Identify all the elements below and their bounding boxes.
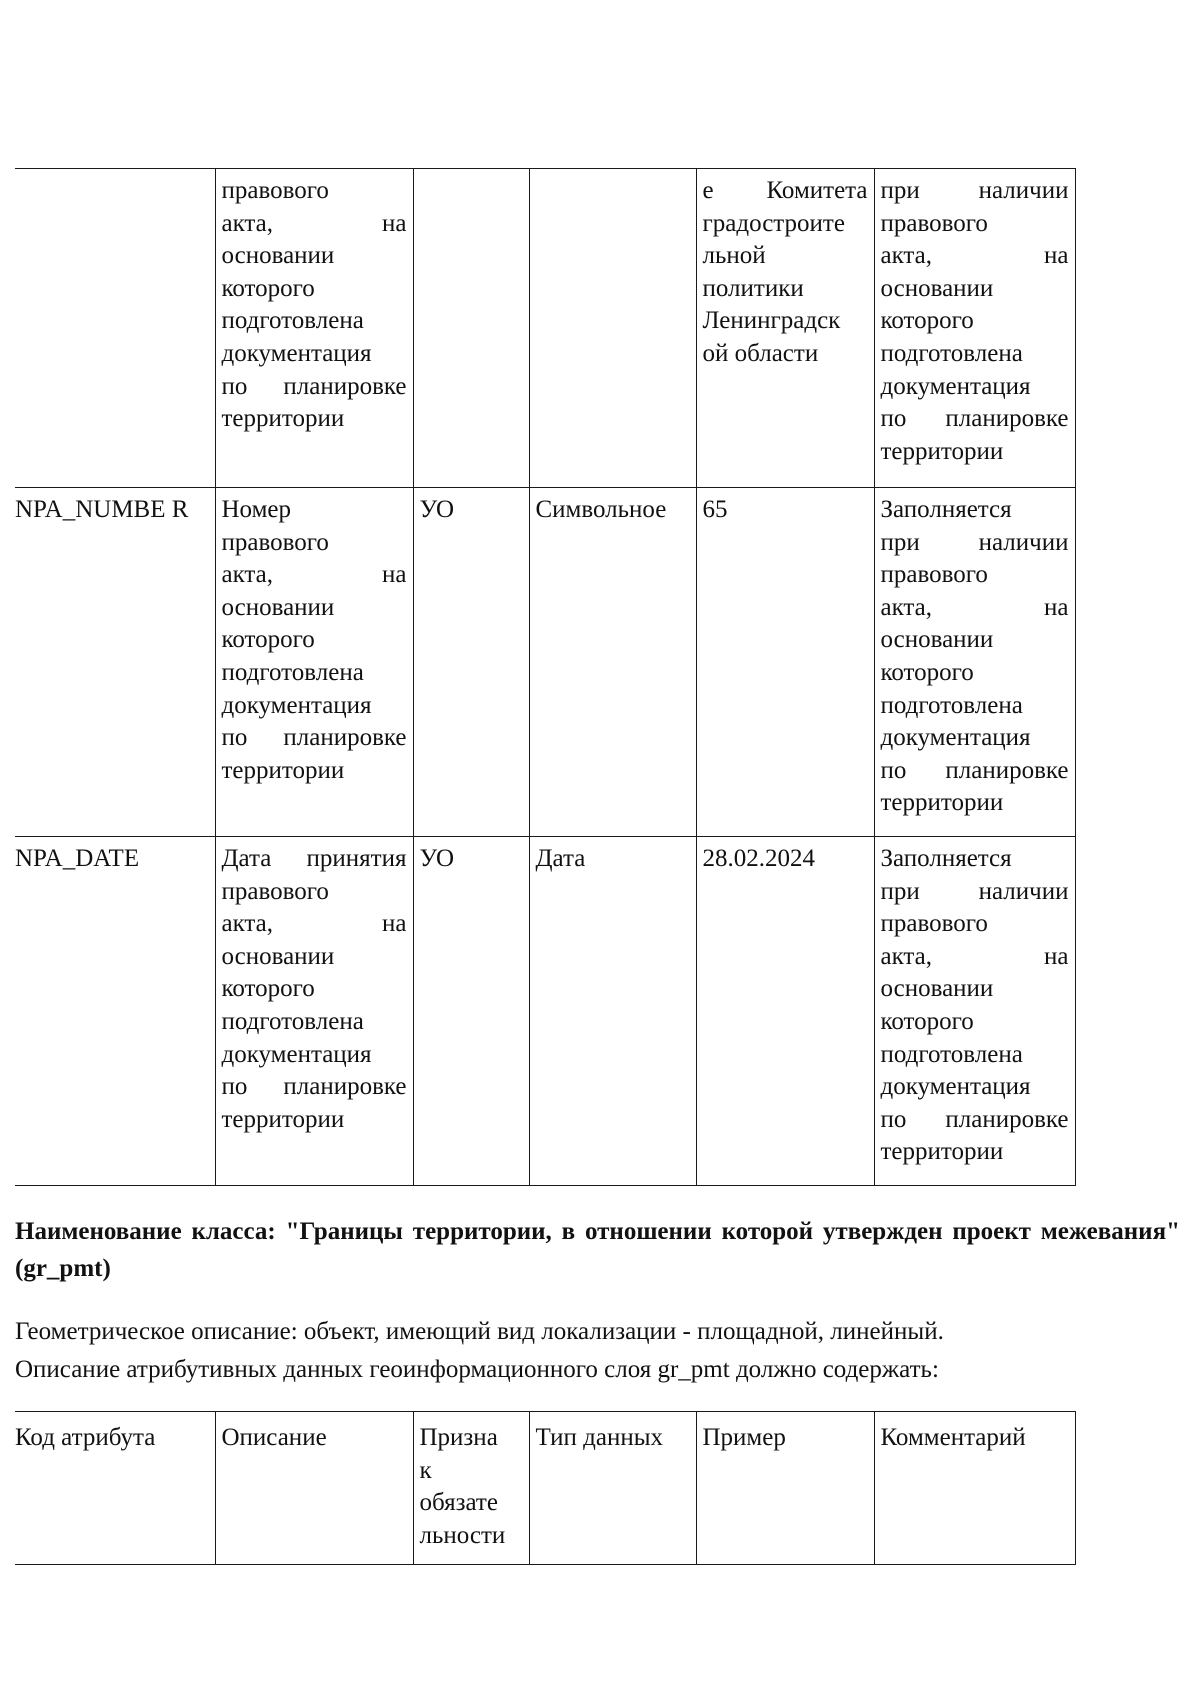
cell-comment (874, 488, 1075, 837)
text-line: по планировке (221, 1073, 407, 1101)
table-row (15, 169, 1075, 488)
text-line: подготовлена (221, 658, 364, 686)
text-line: Заполняется (880, 845, 1012, 872)
header-example: Пример (696, 1412, 874, 1565)
cell-code: NPA_DATE (15, 837, 215, 1186)
text-line: е Комитета (702, 177, 868, 204)
text-line: которого (221, 626, 315, 654)
header-description: Описание (215, 1412, 413, 1565)
table-header-row (15, 1412, 1075, 1565)
text-line: территории (880, 789, 1004, 817)
text-line: подготовлена (221, 307, 364, 335)
text-line: документация (221, 1040, 372, 1068)
attributes-line: Описание атрибутивных данных геоинформационного слоя gr_pmt должно содержать: (15, 1356, 939, 1383)
cell-example (696, 169, 874, 488)
text-line: правового (880, 910, 988, 938)
attributes-header-table (15, 1411, 1076, 1565)
text-line: при наличии (880, 877, 1069, 905)
text-line: по планировке (880, 1105, 1069, 1133)
text-line: по планировке (221, 724, 407, 752)
text-line: акта, на (880, 593, 1069, 621)
cell-description (215, 837, 413, 1186)
text-line: обязате (419, 1489, 498, 1517)
text-line: Номер (221, 496, 291, 523)
text-line: территории (880, 437, 1004, 465)
cell-obligation: УО (413, 488, 529, 837)
text-line: правового (221, 877, 329, 905)
cell-description (215, 169, 413, 488)
text-line: подготовлена (880, 1040, 1023, 1068)
text-line: территории (221, 405, 345, 433)
header-comment: Комментарий (874, 1412, 1075, 1565)
table-row (15, 837, 1075, 1186)
text-line: льности (419, 1521, 506, 1549)
text-line: по планировке (880, 405, 1069, 433)
text-line: правового (221, 528, 329, 556)
cell-code (15, 169, 215, 488)
text-line: которого (880, 1007, 974, 1035)
text-line: которого (221, 274, 315, 302)
text-line: основании (880, 626, 994, 654)
header-code: Код атрибута (15, 1412, 215, 1565)
text-line: которого (880, 307, 974, 335)
text-line: подготовлена (880, 691, 1023, 719)
class-title: Наименование класса: "Границы территории, в отношении которой утвержден проект межевания" (gr_pmt) (15, 1218, 1180, 1282)
text-line: правового (880, 209, 988, 237)
text-line: 65 (702, 496, 728, 523)
cell-comment (874, 837, 1075, 1186)
text-line: Заполняется (880, 496, 1012, 523)
cell-comment (874, 169, 1075, 488)
text-line: территории (221, 1105, 345, 1133)
cell-obligation (413, 169, 529, 488)
text-line: по планировке (221, 372, 407, 400)
text-line: правового (880, 561, 988, 589)
text-line: которого (221, 975, 315, 1003)
text-line: которого (880, 658, 974, 686)
cell-code: NPA_NUMBE R (15, 488, 215, 837)
cell-obligation: УО (413, 837, 529, 1186)
text-line: Дата принятия (221, 845, 407, 872)
attributes-table (15, 168, 1076, 1186)
text-line: по планировке (880, 756, 1069, 784)
text-line: политики (702, 274, 804, 302)
table-row (15, 488, 1075, 837)
text-line: ой области (702, 339, 819, 367)
text-line: подготовлена (880, 339, 1023, 367)
text-line: правового (221, 177, 329, 204)
text-line: документация (221, 339, 372, 367)
text-line: подготовлена (221, 1007, 364, 1035)
text-line: акта, на (221, 910, 407, 938)
text-line: документация (880, 1073, 1031, 1101)
cell-example (696, 837, 874, 1186)
text-line: основании (880, 975, 994, 1003)
text-line: основании (221, 593, 335, 621)
text-line: основании (880, 274, 994, 302)
text-line: документация (880, 372, 1031, 400)
cell-data-type (529, 169, 696, 488)
text-line: акта, на (221, 561, 407, 589)
text-line: основании (221, 242, 335, 270)
text-line: документация (880, 724, 1031, 752)
cell-data-type: Дата (529, 837, 696, 1186)
text-line: акта, на (880, 942, 1069, 970)
text-line: Призна (419, 1424, 498, 1451)
geometry-line: Геометрическое описание: объект, имеющий вид локализации - площадной, линейный. (15, 1318, 944, 1345)
text-line: документация (221, 691, 372, 719)
cell-data-type: Символьное (529, 488, 696, 837)
text-line: акта, на (221, 209, 407, 237)
text-line: 28.02.2024 (702, 845, 815, 872)
cell-example (696, 488, 874, 837)
text-line: акта, на (880, 242, 1069, 270)
text-line: при наличии (880, 528, 1069, 556)
text-line: градостроите (702, 209, 845, 237)
text-line: при наличии (880, 177, 1069, 204)
header-data-type: Тип данных (529, 1412, 696, 1565)
geometry-description (15, 1313, 1185, 1389)
text-line: к (419, 1456, 432, 1484)
text-line: территории (880, 1138, 1004, 1166)
text-line: основании (221, 942, 335, 970)
text-line: Ленинградск (702, 307, 841, 335)
text-line: льной (702, 242, 766, 270)
text-line: территории (221, 756, 345, 784)
header-obligation (413, 1412, 529, 1565)
cell-description (215, 488, 413, 837)
